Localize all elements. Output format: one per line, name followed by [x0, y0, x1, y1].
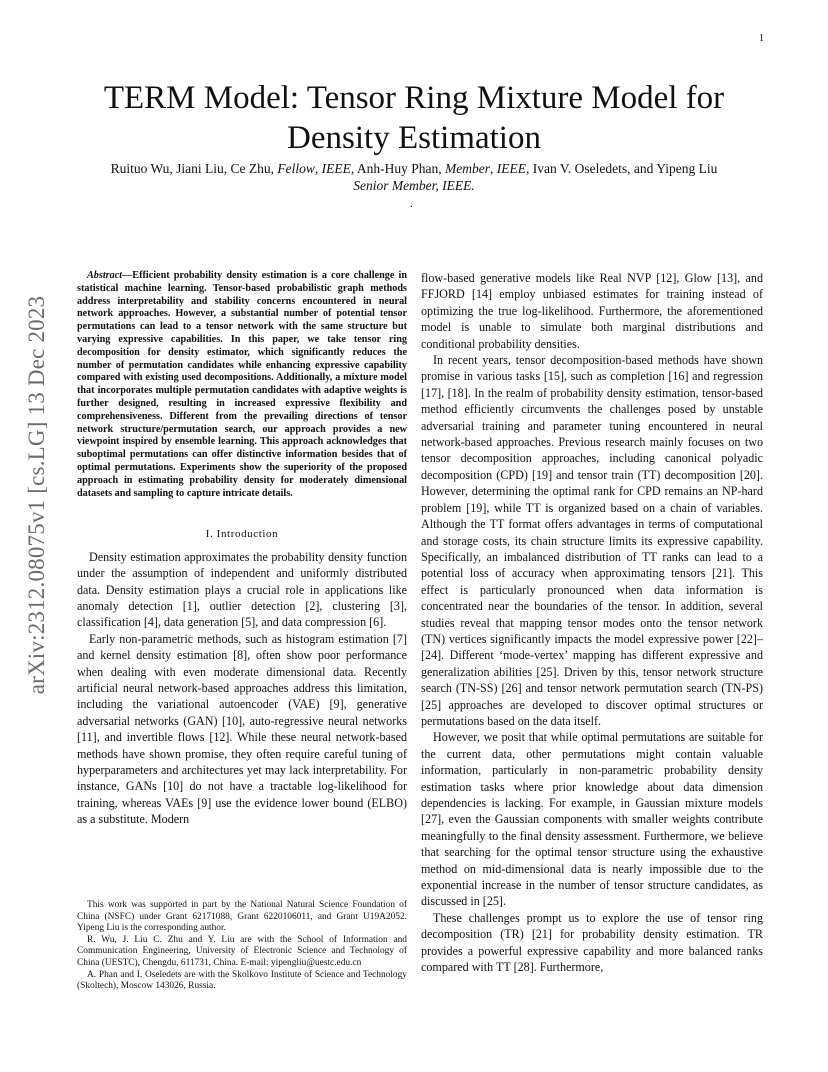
author-title-ieee-2: IEEE — [496, 161, 527, 176]
footnotes — [77, 900, 407, 993]
abstract — [77, 270, 407, 500]
section-heading-introduction: I. Introduction — [205, 528, 279, 541]
author-title-member: Member — [445, 161, 491, 176]
author-sep-1: , — [314, 161, 322, 176]
left-column — [77, 270, 407, 828]
stray-dot: . — [410, 198, 413, 210]
abstract-label: Abstract — [87, 270, 123, 281]
arxiv-id-label: arXiv:2312.08075v1 [cs.LG] 13 Dec 2023 — [24, 295, 49, 695]
author-list — [60, 160, 768, 194]
author-title-fellow: Fellow — [277, 161, 315, 176]
author-line-2 — [60, 177, 768, 194]
footnote-affiliation-skoltech: A. Phan and I. Oseledets are with the Skolkovo Institute of Science and Technology (Skoltech), Moscow 143026, Russia. — [77, 969, 407, 992]
abstract-text: Efficient probability density estimation is a core challenge in statistical machine learning. Tensor-based probabilistic graph methods address interpretability and stability concerns encountered in neural network approaches. However, a substantial number of potential tensor permutations can lead to a tensor network with the same structure but varying expressive capabilities. In this paper, we take tensor ring decomposition for density estimator, which significantly reduces the number of permutation candidates while enhancing expressive capability compared with existing used decompositions. Additionally, a mixture model that incorporates multiple permutation candidates with adaptive weights is further designed, resulting in increased expressive flexibility and comprehensiveness. Different from the prevailing directions of tensor network structure/permutation search, our approach provides a new viewpoint inspired by ensemble learning. This approach acknowledges that suboptimal permutations can offer distinctive information besides that of optimal permutations. Experiments show the superiority of the proposed approach in estimating probability density for moderately dimensional datasets and sampling to capture intricate details. — [77, 270, 407, 499]
intro-paragraph-5: However, we posit that while optimal permutations are suitable for the current data, other permutations might contain valuable information, particularly in non-parametric probability density estimation tasks where prior knowledge about data dimension dependencies is lacking. For example, in Gaussian mixture models [27], even the Gaussian components with smaller weights contribute meaningfully to the final density assessment. Furthermore, we believe that searching for the optimal tensor structure using the exhaustive method on mid-dimensional data is nearly impossible due to the exponential increase in the number of tensor structure candidates, as discussed in [25]. — [421, 730, 763, 909]
intro-paragraph-2: Early non-parametric methods, such as histogram estimation [7] and kernel density estimation [8], often show poor performance when dealing with even moderate dimensional data. Recently artificial neural network-based approaches address this limitation, including the variational autoencoder (VAE) [9], generative adversarial networks (GAN) [10], auto-regressive neural networks [11], and invertible flows [12]. While these neural network-based methods have shown promise, they often require careful tuning of hyperparameters and architectures yet may lack interpretability. For instance, GANs [10] do not have a tractable log-likelihood for training, whereas VAEs [9] use the evidence lower bound (ELBO) as a substitute. Modern — [77, 631, 407, 827]
paper-title: TERM Model: Tensor Ring Mixture Model for Density Estimation — [103, 80, 725, 156]
footnote-affiliation-uestc: R. Wu, J. Liu C. Zhu and Y. Liu are with the School of Information and Communication Engineering, University of Electronic Science and Technology of China (UESTC), Chengdu, 611731, China. E-mail: yipengliu@uestc.edu.cn — [77, 934, 407, 968]
author-sep-2: , — [490, 161, 497, 176]
author-names-3: , Ivan V. Oseledets, and Yipeng Liu — [526, 161, 718, 176]
abstract-sep: — — [122, 270, 133, 281]
author-line-1 — [60, 160, 768, 177]
author-title-senior-member: Senior Member, IEEE. — [353, 178, 475, 193]
author-title-ieee-1: IEEE — [321, 161, 351, 176]
footnote-funding: This work was supported in part by the National Natural Science Foundation of China (NSFC) under Grant 62171088, Grant 6220106011, and Grant U19A2052. Yipeng Liu is the corresponding author. — [77, 900, 407, 934]
page-number: 1 — [759, 33, 764, 44]
intro-paragraph-6: These challenges prompt us to explore the use of tensor ring decomposition (TR) [21] for probability density estimation. TR provides a powerful expressive capability and more balanced ranks compared with TT [28]. Furthermore, — [421, 910, 763, 975]
intro-paragraph-4: In recent years, tensor decomposition-based methods have shown promise in various tasks [15], such as completion [16] and regression [17], [18]. In the realm of probability density estimation, tensor-based method efficiently circumvents the challenges posed by unstable adversarial training and parameter tuning encountered in neural network-based approaches. Previous research mainly focuses on two tensor decomposition approaches, including canonical polyadic decomposition (CPD) [19] and tensor train (TT) decomposition [20]. However, determining the optimal rank for CPD remains an NP-hard problem [19], while TT is organized based on a chain of variables. Although the TT format offers advantages in terms of computational and storage costs, its chain structure limits its expressive capability. Specifically, an imbalanced distribution of TT ranks can lead to a potential loss of accuracy when approximating tensors [21]. This effect is particularly pronounced when data information is concentrated near the boundaries of the tensor. In addition, several studies reveal that mapping tensor modes onto the tensor network (TN) vertices significantly impacts the model expressive power [22]–[24]. Different ‘mode-vertex’ mapping has different expressive and generalization abilities [25]. Driven by this, tensor network structure search (TN-SS) [26] and tensor network permutation search (TN-PS) [25] approaches are developed to discover optimal structures or permutations based on the data itself. — [421, 353, 763, 728]
author-names-1: Ruituo Wu, Jiani Liu, Ce Zhu, — [110, 161, 278, 176]
arxiv-sidebar-stamp — [22, 286, 52, 704]
intro-paragraph-3-cont: flow-based generative models like Real NVP [12], Glow [13], and FFJORD [14] employ unbiased estimates for training instead of optimizing the true log-likelihood. Furthermore, the aforementioned model is unable to simulate both marginal distributions and conditional probability densities. — [421, 271, 763, 351]
author-names-2: , Anh-Huy Phan, — [350, 161, 446, 176]
intro-paragraph-1: Density estimation approximates the probability density function under the assumption of independent and uniformly distributed data. Density estimation plays a crucial role in applications like anomaly detection [1], outlier detection [2], clustering [3], classification [4], data generation [5], and data compression [6]. — [77, 549, 407, 630]
right-column — [421, 270, 763, 975]
